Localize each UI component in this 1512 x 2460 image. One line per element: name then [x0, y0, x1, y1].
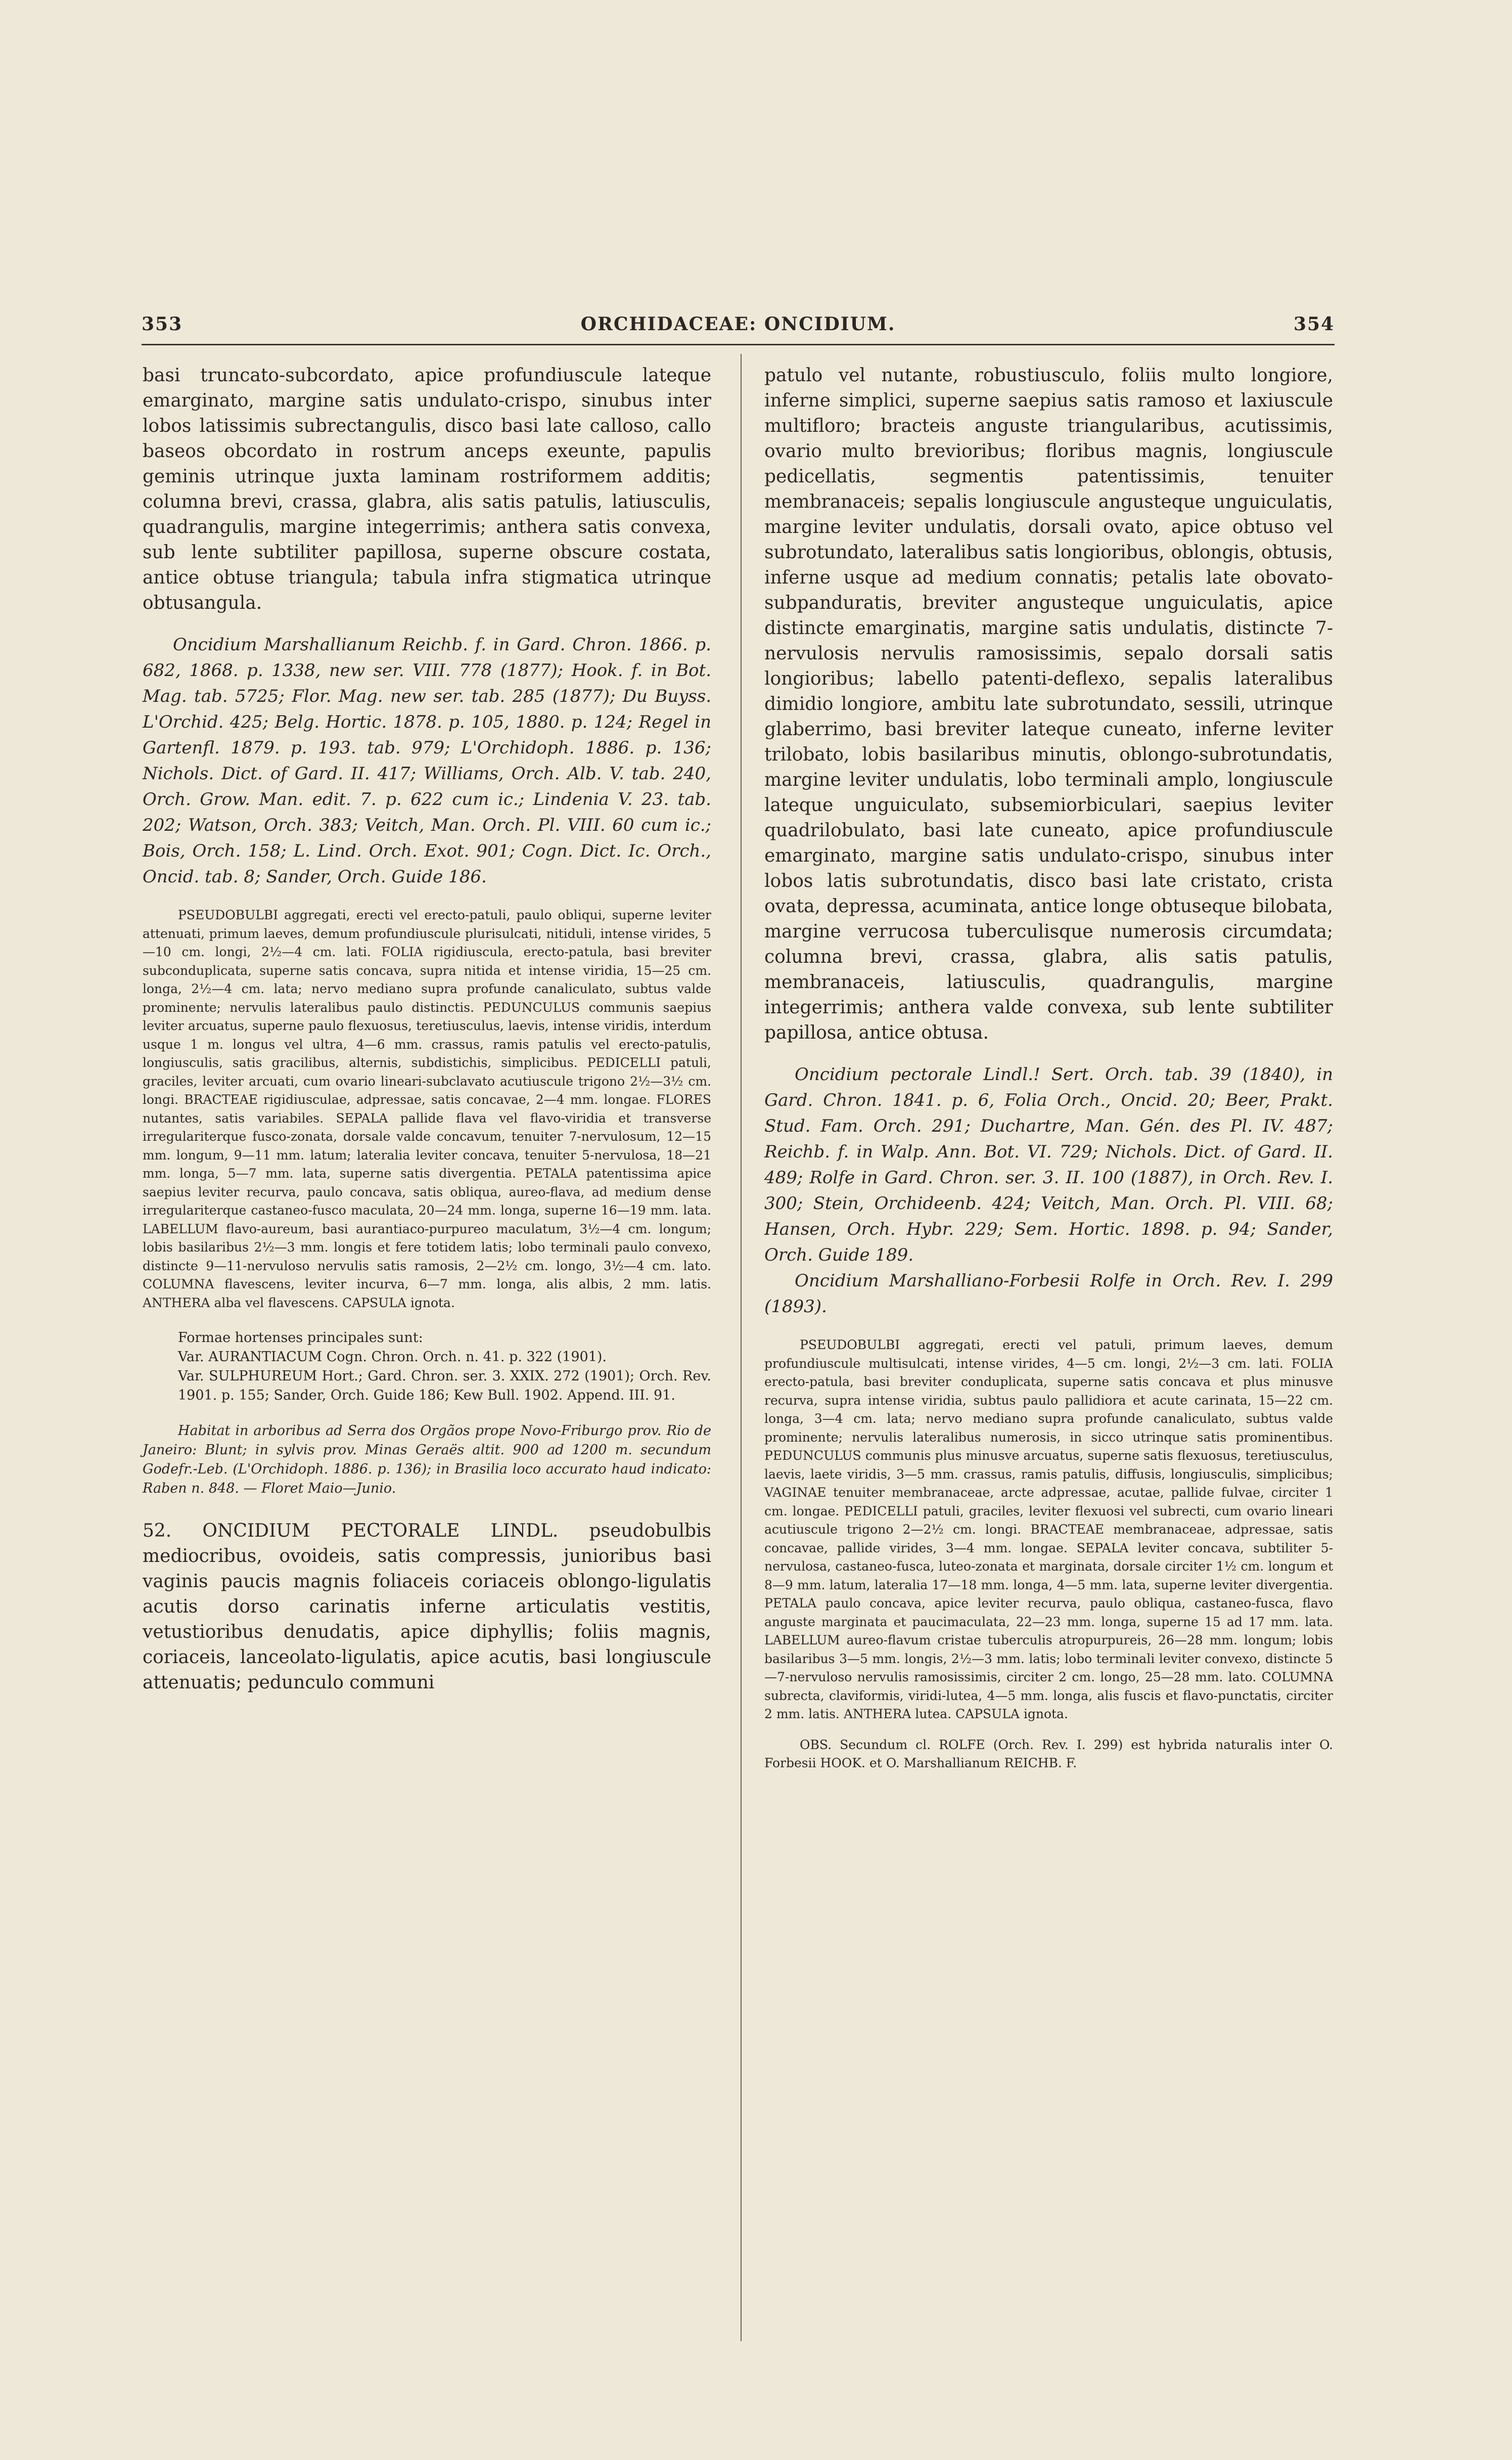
- variety-sulphureum: Var. SULPHUREUM Hort.; Gard. Chron. ser. 3. XXIX. 272 (1901); Orch. Rev. 1901. p. 155; Sander, Orch. Guide 186; Kew Bull. 1902. Append. III. 91.: [178, 1368, 711, 1403]
- description-pectorale: patulo vel nutante, robustiusculo, foliis multo longiore, inferne simplici, superne saepius satis ramoso et laxiuscule multifloro; bracteis anguste triangularibus, acutissimis, ovario multo brevioribus; floribus magnis, longiuscule pedicellatis, segmentis patentissimis, tenuiter membranaceis; sepalis longiuscule angusteque unguiculatis, margine leviter undulatis, dorsali ovato, apice obtuso vel subrotundato, lateralibus satis longioribus, oblongis, obtusis, inferne usque ad medium connatis; petalis late obovato-subpanduratis, breviter angusteque unguiculatis, apice distincte emarginatis, margine satis undulatis, distincte 7-nervulosis nervulis ramosissimis, sepalo dorsali satis longioribus; labello patenti-deflexo, sepalis lateralibus dimidio longiore, ambitu late subrotundato, sessili, utrinque glaberrimo, basi breviter lateque cuneato, inferne leviter trilobato, lobis basilaribus minutis, oblongo-subrotundatis, margine leviter undulatis, lobo terminali amplo, longiuscule lateque unguiculato, subsemiorbiculari, saepius leviter quadrilobulato, basi late cuneato, apice profundiuscule emarginato, margine satis undulato-crispo, sinubus inter lobos latis subrotundatis, disco basi late cristato, crista ovata, depressa, acuminata, antice longe obtuseque bilobata, margine verrucosa tuberculisque numerosis circumdata; columna brevi, crassa, glabra, alis satis patulis, membranaceis, latiusculis, quadrangulis, margine integerrimis; anthera valde convexa, sub lente subtiliter papillosa, antice obtusa.: [764, 365, 1333, 1043]
- citation-block: Oncidium Marshallianum Reichb. f. in Gard. Chron. 1866. p. 682, 1868. p. 1338, new ser. VIII. 778 (1877); Hook. f. in Bot. Mag. tab. 5725; Flor. Mag. new ser. tab. 285 (1877); Du Buyss. L'Orchid. 425; Belg. Hortic. 1878. p. 105, 1880. p. 124; Regel in Gartenfl. 1879. p. 193. tab. 979; L'Orchidoph. 1886. p. 136; Nichols. Dict. of Gard. II. 417; Williams, Orch. Alb. V. tab. 240, Orch. Grow. Man. edit. 7. p. 622 cum ic.; Lindenia V. 23. tab. 202; Watson, Orch. 383; Veitch, Man. Orch. Pl. VIII. 60 cum ic.; Bois, Orch. 158; L. Lind. Orch. Exot. 901; Cogn. Dict. Ic. Orch., Oncid. tab. 8; Sander, Orch. Guide 186.: [143, 635, 711, 887]
- species-heading-52: 52. ONCIDIUM PECTORALE LINDL. pseudobulbis mediocribus, ovoideis, satis compressis, junioribus basi vaginis paucis magnis foliaceis coriaceis oblongo-ligulatis acutis dorso carinatis inferne articulatis vestitis, vetustioribus denudatis, apice diphyllis; foliis magnis, coriaceis, lanceolato-ligulatis, apice acutis, basi longiuscule attenuatis; pedunculo communi: [143, 1520, 711, 1693]
- habitat-note: Habitat in arboribus ad Serra dos Orgãos prope Novo-Friburgo prov. Rio de Janeiro: Blunt; in sylvis prov. Minas Geraës altit. 900 ad 1200 m. secundum Godefr.-Leb. (L'Orchidoph. 1886. p. 136); in Brasilia loco accurato haud indicato: Raben n. 848. — Floret Maio—Junio.: [143, 1423, 711, 1496]
- page-header: [142, 314, 1335, 344]
- species-description: PSEUDOBULBI aggregati, erecti vel erecto-patuli, paulo obliqui, superne leviter attenuati, primum laeves, demum profundiuscule plurisulcati, nitiduli, intense virides, 5—10 cm. longi, 2½—4 cm. lati. FOLIA rigidiuscula, erecto-patula, basi breviter subconduplicata, superne satis concava, supra nitida et intense viridia, 15—25 cm. longa, 2½—4 cm. lata; nervo mediano supra profunde canaliculato, subtus valde prominente; nervulis lateralibus paulo distinctis. PEDUNCULUS communis saepius leviter arcuatus, superne paulo flexuosus, teretiusculus, laevis, intense viridis, interdum usque 1 m. longus vel ultra, 4—6 mm. crassus, ramis patulis vel erecto-patulis, longiusculis, satis gracilibus, alternis, subdistichis, simplicibus. PEDICELLI patuli, graciles, leviter arcuati, cum ovario lineari-subclavato acutiuscule trigono 2½—3½ cm. longi. BRACTEAE rigidiusculae, adpressae, satis concavae, 2—4 mm. longae. FLORES nutantes, satis variabiles. SEPALA pallide flava vel flavo-viridia et transverse irregulariterque fusco-zonata, dorsale valde concavum, tenuiter 7-nervulosum, 12—15 mm. longum, 9—11 mm. latum; lateralia leviter concava, tenuiter 5-nervulosa, 18—21 mm. longa, 5—7 mm. lata, superne satis divergentia. PETALA patentissima apice saepius leviter recurva, paulo concava, satis obliqua, aureo-flava, ad medium dense irregulariterque castaneo-fusco maculata, 20—24 mm. longa, superne 16—19 mm. lata. LABELLUM flavo-aureum, basi aurantiaco-purpureo maculatum, 3½—4 cm. longum; lobis basilaribus 2½—3 mm. longis et fere totidem latis; lobo terminali paulo convexo, distincte 9—11-nervuloso nervulis satis ramosis, 2—2½ cm. longo, 3½—4 cm. lato. COLUMNA flavescens, leviter incurva, 6—7 mm. longa, alis albis, 2 mm. latis. ANTHERA alba vel flavescens. CAPSULA ignota.: [143, 908, 711, 1310]
- right-column: [764, 363, 1333, 1773]
- left-column: [143, 363, 711, 1695]
- left-page-number: 353: [142, 314, 183, 335]
- column-divider: [741, 354, 742, 2341]
- header-rule: [142, 344, 1335, 345]
- running-title: ORCHIDACEAE: ONCIDIUM.: [580, 314, 896, 335]
- description-continued: basi truncato-subcordato, apice profundiuscule lateque emarginato, margine satis undulato-crispo, sinubus inter lobos latissimis subrectangulis, disco basi late calloso, callo baseos obcordato in rostrum anceps exeunte, papulis geminis utrinque juxta laminam rostriformem additis; columna brevi, crassa, glabra, alis satis patulis, latiusculis, quadrangulis, margine integerrimis; anthera satis convexa, sub lente subtiliter papillosa, superne obscure costata, antice obtuse triangula; tabula infra stigmatica utrinque obtusangula.: [143, 365, 711, 613]
- variety-aurantiacum: Var. AURANTIACUM Cogn. Chron. Orch. n. 41. p. 322 (1901).: [178, 1349, 607, 1365]
- observation-note: OBS. Secundum cl. ROLFE (Orch. Rev. I. 299) est hybrida naturalis inter O. Forbesii HOOK. et O. Marshallianum REICHB. F.: [764, 1737, 1333, 1770]
- formae-heading: Formae hortenses principales sunt:: [178, 1330, 423, 1346]
- right-page-number: 354: [1293, 314, 1335, 335]
- citation-marshalliano-forbesii: Oncidium Marshalliano-Forbesii Rolfe in Orch. Rev. I. 299 (1893).: [764, 1271, 1333, 1317]
- species-description-pectorale: PSEUDOBULBI aggregati, erecti vel patuli, primum laeves, demum profundiuscule multisulcati, intense virides, 4—5 cm. longi, 2½—3 cm. lati. FOLIA erecto-patula, basi breviter conduplicata, superne satis concava et plus minusve recurva, supra intense viridia, subtus paulo pallidiora et acute carinata, 15—22 cm. longa, 3—4 cm. lata; nervo mediano supra profunde canaliculato, subtus valde prominente; nervulis lateralibus numerosis, in sicco utrinque satis prominentibus. PEDUNCULUS communis plus minusve arcuatus, superne satis flexuosus, teretiusculus, laevis, laete viridis, 3—5 mm. crassus, ramis patulis, diffusis, longiusculis, simplicibus; VAGINAE tenuiter membranaceae, arcte adpressae, acutae, pallide fulvae, circiter 1 cm. longae. PEDICELLI patuli, graciles, leviter flexuosi vel subrecti, cum ovario lineari acutiuscule trigono 2—2½ cm. longi. BRACTEAE membranaceae, adpressae, satis concavae, pallide virides, 3—4 mm. longae. SEPALA leviter concava, subtiliter 5-nervulosa, castaneo-fusca, luteo-zonata et marginata, dorsale circiter 1½ cm. longum et 8—9 mm. latum, lateralia 17—18 mm. longa, 4—5 mm. lata, superne leviter divergentia. PETALA paulo concava, apice leviter recurva, paulo obliqua, castaneo-fusca, flavo anguste marginata et paucimaculata, 22—23 mm. longa, superne 15 ad 17 mm. lata. LABELLUM aureo-flavum cristae tuberculis atropurpureis, 26—28 mm. longum; lobis basilaribus 3—5 mm. longis, 2½—3 mm. latis; lobo terminali leviter convexo, distincte 5—7-nervuloso nervulis ramosissimis, circiter 2 cm. longo, 25—28 mm. lato. COLUMNA subrecta, claviformis, viridi-lutea, 4—5 mm. longa, alis fuscis et flavo-punctatis, circiter 2 mm. latis. ANTHERA lutea. CAPSULA ignota.: [764, 1337, 1333, 1721]
- citation-pectorale: Oncidium pectorale Lindl.! Sert. Orch. tab. 39 (1840), in Gard. Chron. 1841. p. 6, Folia Orch., Oncid. 20; Beer, Prakt. Stud. Fam. Orch. 291; Duchartre, Man. Gén. des Pl. IV. 487; Reichb. f. in Walp. Ann. Bot. VI. 729; Nichols. Dict. of Gard. II. 489; Rolfe in Gard. Chron. ser. 3. II. 100 (1887), in Orch. Rev. I. 300; Stein, Orchideenb. 424; Veitch, Man. Orch. Pl. VIII. 68; Hansen, Orch. Hybr. 229; Sem. Hortic. 1898. p. 94; Sander, Orch. Guide 189.: [764, 1064, 1333, 1265]
